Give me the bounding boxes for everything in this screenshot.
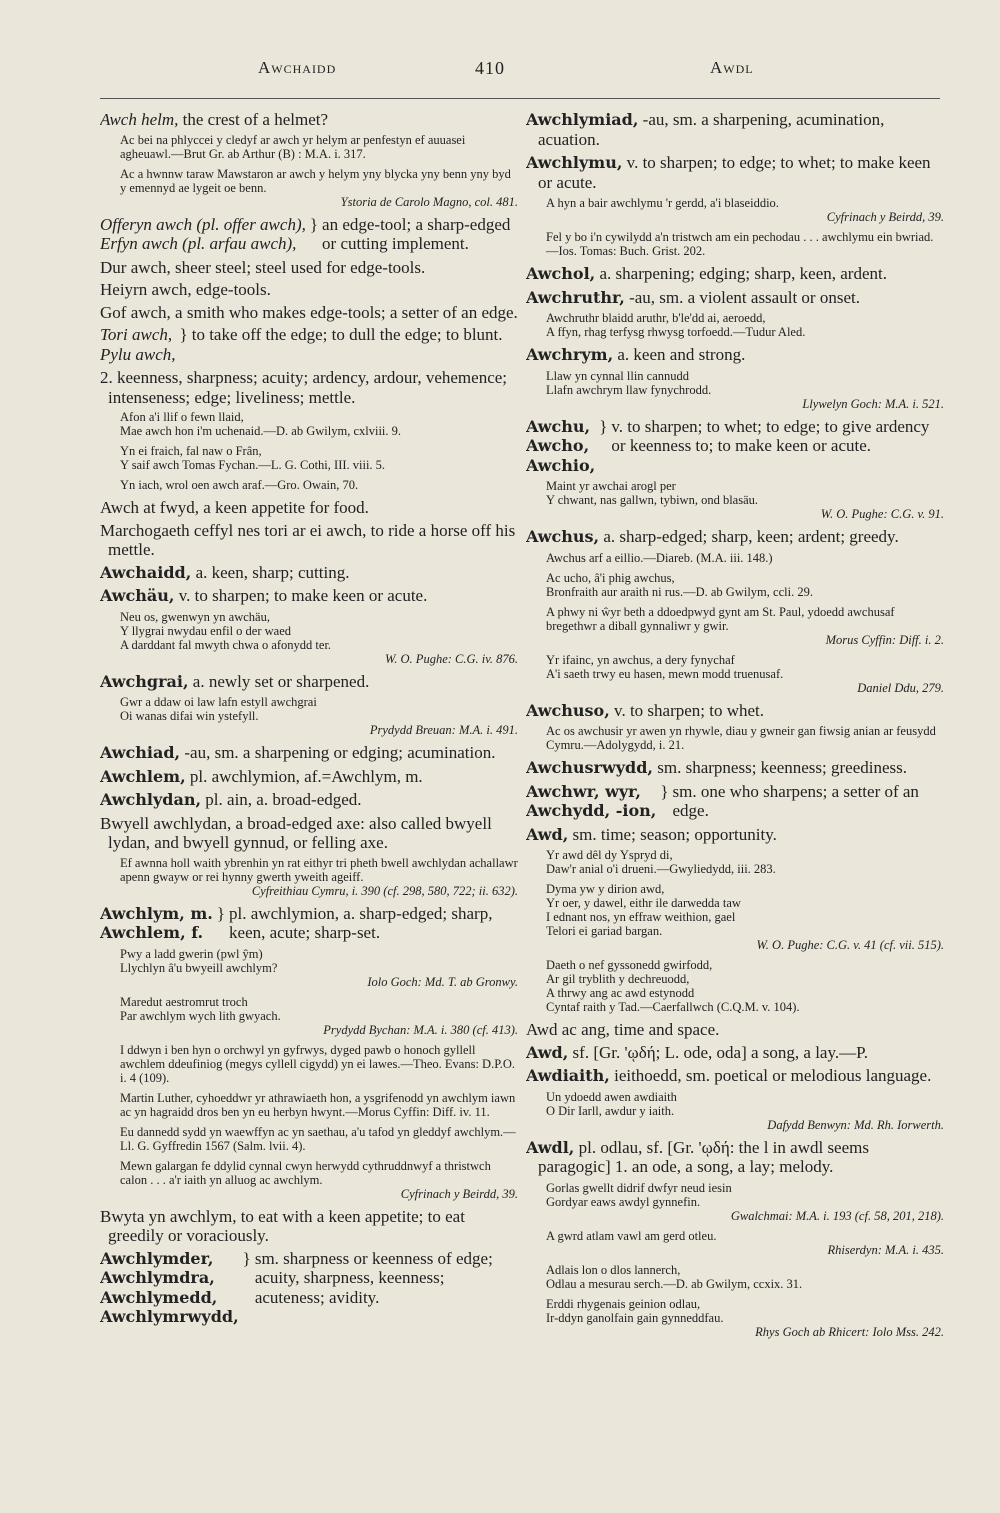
quotation: Martin Luther, cyhoeddwr yr athrawiaeth hon, a ysgrifenodd yn awchlym iawn ac yn hagraidd dros ben yn eu herbyn hwynt.—Morus Cyffin: Diff. iv. 11. — [120, 1090, 516, 1119]
entry-group: Awchwr, wyr, Awchydd, -ion, } sm. one who sharpens; a setter of an edge. — [526, 781, 919, 820]
quotation: I ddwyn i ben hyn o orchwyl yn gyfrwys, dyged pawb o honoch gyllell awchlem ddeufiniog (megys cyllell cigydd) yn ei lawes.—Theo. Evans: D.P.O. i. 4 (109). — [120, 1042, 516, 1085]
quotation: Yn ei fraich, fal naw o Frân, Y saif awch Tomas Fychan.—L. G. Cothi, III. viii. 5. — [120, 444, 386, 472]
brace: } — [599, 416, 608, 436]
entry: Marchogaeth ceffyl nes tori ar ei awch, to ride a horse off his mettle. — [100, 520, 516, 559]
entry: Awchlymu, v. to sharpen; to edge; to whet; to make keen or acute. — [526, 153, 931, 192]
quotation: Yn iach, wrol oen awch araf.—Gro. Owain, 70. — [120, 478, 359, 492]
quotation: Dyma yw y dirion awd, Yr oer, y dawel, eithr ile darwedda taw I ednant nos, yn effraw weithion, gael Telori ei gariad bargan. W. O. Pughe: C.G. v. 41 (cf. vii. 515). — [546, 882, 944, 952]
quotation: Ef awnna holl waith ybrenhin yn rat eithyr tri pheth bwell awchlydan achallawr apenn gwayw or rei hynny gwerth yweith ageiff. Cyfreithiau Cymru, i. 390 (cf. 298, 580, 722; ii. 632). — [120, 855, 518, 898]
brace: } — [309, 214, 319, 234]
header-right-guide-word: Awdl — [710, 58, 754, 77]
quotation: A hyn a bair awchlymu 'r gerdd, a'i blaseiddio. Cyfrinach y Beirdd, 39. — [546, 196, 944, 224]
quotation: Erddi rhygenais geinion odlau, Ir-ddyn ganolfain gain gynneddfau. Rhys Goch ab Rhicert: Iolo Mss. 242. — [546, 1296, 944, 1339]
quotation: Awchruthr blaidd aruthr, b'le'dd ai, aeroedd, A ffyn, rhag terfysg rhwysg torfoedd.—Tudur Aled. — [546, 311, 806, 339]
entry: Bwyell awchlydan, a broad-edged axe: also called bwyell lydan, and bwyell gynnud, or felling axe. — [100, 813, 492, 852]
entry: Awd, sm. time; season; opportunity. — [526, 824, 777, 844]
quotation: A gwrd atlam vawl am gerd otleu. Rhiserdyn: M.A. i. 435. — [546, 1228, 944, 1257]
quotation: A phwy ni ŵyr beth a ddoedpwyd gynt am St. Paul, ydoedd awchusaf bregethwr a diball gynnaliwr y gwir. Morus Cyffin: Diff. i. 2. — [546, 604, 944, 647]
quotation: Ac a hwnnw taraw Mawstaron ar awch y helym yny blycka yny benn yny byd y emennyd ae lygeit oe benn. Ystoria de Carolo Magno, col. 481. — [120, 166, 518, 209]
entry: Awchruthr, -au, sm. a violent assault or onset. — [526, 287, 860, 307]
quotation: Gorlas gwellt didrif dwfyr neud iesin Gordyar eaws awdyl gynnefin. Gwalchmai: M.A. i. 193 (cf. 58, 201, 218). — [546, 1180, 944, 1223]
quotation: Yr ifainc, yn awchus, a dery fynychaf A'i saeth trwy eu hasen, mewn modd truenusaf. Daniel Ddu, 279. — [546, 652, 944, 695]
quotation: Ac bei na phlyccei y cledyf ar awch yr helym ar penfestyn ef auuasei agheuawl.—Brut Gr. ab Arthur (B) : M.A. i. 317. — [120, 132, 466, 161]
quotation: Daeth o nef gyssonedd gwirfodd, Ar gil tryblith y dechreuodd, A thrwy ang ac awd estynodd Cyntaf raith y Tad.—Caerfallwch (C.Q.M. v. 104). — [546, 958, 800, 1014]
entry-group: Awchlymder, Awchlymdra, Awchlymedd, Awchlymrwydd, } sm. sharpness or keenness of edge; acuity, sharpness, keenness; acuteness; avidity. — [100, 1248, 493, 1326]
entry: Awchiad, -au, sm. a sharpening or edging; acumination. — [100, 743, 496, 762]
quotation: Neu os, gwenwyn yn awchäu, Y llygrai nwydau enfil o der waed A darddant fal mwyth chwa o afonydd ter. W. O. Pughe: C.G. iv. 876. — [120, 609, 518, 666]
entry: Awchlydan, pl. ain, a. broad-edged. — [100, 790, 362, 809]
entry: Awchrym, a. keen and strong. — [526, 345, 746, 364]
entry: Awd, sf. [Gr. 'ῳδή; L. ode, oda] a song, a lay.—P. — [526, 1042, 868, 1062]
brace: } — [216, 903, 226, 923]
quotation: Pwy a ladd gwerin (pwl ŷm) Llychlyn â'u bwyeill awchlym? Iolo Goch: Md. T. ab Gronwy. — [120, 946, 518, 989]
quotation: Afon a'i llif o fewn llaid, Mae awch hon i'm uchenaid.—D. ab Gwilym, cxlviii. 9. — [120, 410, 402, 438]
entry: Awchus, a. sharp-edged; sharp, keen; ardent; greedy. — [526, 527, 899, 546]
quotation: Mewn galargan fe ddylid cynnal cwyn herwydd cythruddnwyf a thristwch calon . . . a'r iaith yn alluog ac awchlym. Cyfrinach y Beirdd, 39. — [120, 1158, 518, 1201]
entry: Awd ac ang, time and space. — [526, 1020, 720, 1039]
entry: Awchaidd, a. keen, sharp; cutting. — [100, 562, 350, 582]
entry: Heiyrn awch, edge-tools. — [100, 280, 271, 299]
header-rule — [100, 98, 940, 99]
page-number: 410 — [475, 58, 505, 78]
quotation: Gwr a ddaw oi law lafn estyll awchgrai Oi wanas difai win ystefyll. Prydydd Breuan: M.A. i. 491. — [120, 695, 518, 737]
brace: } — [242, 1248, 251, 1268]
entry-group: Offeryn awch (pl. offer awch), Erfyn awch (pl. arfau awch), } an edge-tool; a sharp-edged or cutting implement. — [100, 214, 511, 253]
entry-group: Awchlym, m. Awchlem, f. } pl. awchlymion, a. sharp-edged; sharp, keen, acute; sharp-set. — [100, 903, 493, 942]
brace: } — [179, 325, 188, 344]
brace: } — [660, 781, 669, 801]
entry: Awdl, pl. odlau, sf. [Gr. 'ῳδή: the l in awdl seems paragogic] 1. an ode, a song, a lay; melody. — [526, 1137, 869, 1176]
entry: Dur awch, sheer steel; steel used for edge-tools. — [100, 257, 426, 277]
quotation: Ac os awchusir yr awen yn rhywle, diau y gwneir gan fiwsig anian ar feusydd Cymru.—Adolygydd, i. 21. — [546, 724, 936, 752]
quotation: Adlais lon o dlos lannerch, Odlau a mesurau serch.—D. ab Gwilym, ccxix. 31. — [546, 1262, 803, 1291]
entry: Bwyta yn awchlym, to eat with a keen appetite; to eat greedily or voraciously. — [100, 1206, 465, 1245]
entry-group: Tori awch, Pylu awch, } to take off the edge; to dull the edge; to blunt. — [100, 325, 503, 364]
entry: Awch at fwyd, a keen appetite for food. — [100, 498, 369, 517]
header-left-guide-word: Awchaidd — [258, 58, 337, 77]
quotation: Awchus arf a eillio.—Diareb. (M.A. iii. 148.) — [546, 550, 773, 565]
quotation: Maint yr awchai arogl per Y chwant, nas gallwn, tybiwn, ond blasäu. W. O. Pughe: C.G. v. 91. — [546, 479, 944, 521]
quotation: Un ydoedd awen awdiaith O Dir Iarll, awdur y iaith. Dafydd Benwyn: Md. Rh. Iorwerth. — [546, 1089, 944, 1132]
entry: Awchlem, pl. awchlymion, af.=Awchlym, m. — [100, 766, 423, 786]
quotation: Fel y bo i'n cywilydd a'n tristwch am ein pechodau . . . awchlymu ein bwriad.—Ios. Tomas: Buch. Grist. 202. — [546, 230, 934, 258]
entry: Awchgrai, a. newly set or sharpened. — [100, 671, 370, 691]
quotation: Maredut aestromrut troch Par awchlym wych lith gwyach. Prydydd Bychan: M.A. i. 380 (cf. 413). — [120, 994, 518, 1037]
quotation: Yr awd dêl dy Yspryd di, Daw'r anial o'i drueni.—Gwyliedydd, iii. 283. — [546, 848, 776, 876]
quotation: Llaw yn cynnal llin cannudd Llafn awchrym llaw fynychrodd. Llywelyn Goch: M.A. i. 521. — [546, 368, 944, 411]
entry: 2. keenness, sharpness; acuity; ardency, ardour, vehemence; intenseness; edge; liveliness; mettle. — [100, 368, 508, 407]
right-column — [526, 110, 944, 1505]
entry: Awchol, a. sharpening; edging; sharp, keen, ardent. — [526, 264, 887, 283]
quotation: Eu dannedd sydd yn waewffyn ac yn saethau, a'u tafod yn gleddyf awchlym.—Ll. G. Gyffredin 1567 (Salm. lvii. 4). — [120, 1124, 516, 1153]
quotation: Ac ucho, â'i phig awchus, Bronfraith aur araith ni rus.—D. ab Gwilym, ccli. 29. — [546, 570, 813, 599]
entry: Awchlymiad, -au, sm. a sharpening, acumination, acuation. — [526, 110, 885, 149]
entry: Awchäu, v. to sharpen; to make keen or acute. — [100, 586, 428, 605]
entry: Awchusrwydd, sm. sharpness; keenness; greediness. — [526, 758, 908, 777]
left-column — [100, 110, 518, 1505]
running-header — [100, 58, 940, 82]
entry-group: Awchu, Awcho, Awchio, } v. to sharpen; to whet; to edge; to give ardency or keenness to; to make keen or acute. — [526, 416, 930, 475]
entry: Gof awch, a smith who makes edge-tools; a setter of an edge. — [100, 302, 518, 322]
entry: Awch helm, the crest of a helmet? — [100, 110, 329, 129]
entry: Awdiaith, ieithoedd, sm. poetical or melodious language. — [526, 1066, 932, 1085]
entry: Awchuso, v. to sharpen; to whet. — [526, 700, 765, 720]
